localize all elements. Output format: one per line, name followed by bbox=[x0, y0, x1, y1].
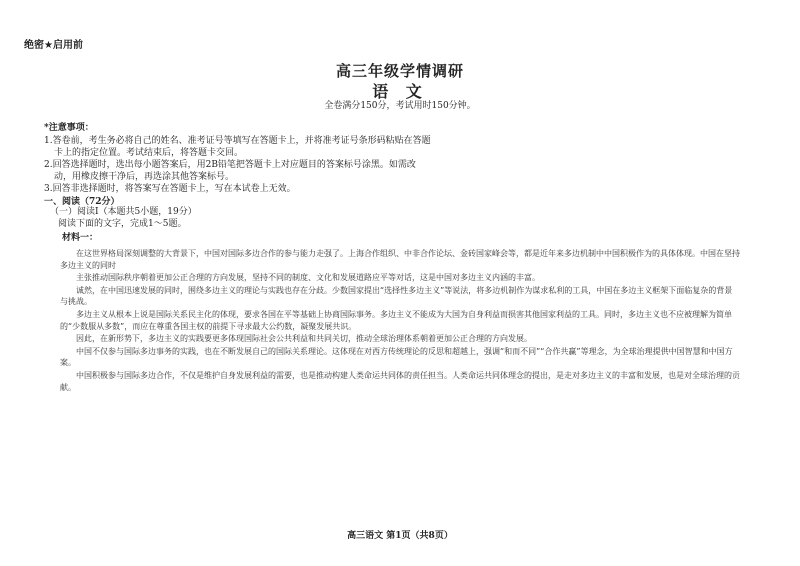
subject-title: 语 文 bbox=[372, 82, 428, 101]
passage-paragraph: 中国不仅参与国际多边事务的实践，也在不断发展自己的国际关系理论。这体现在对西方传统理论的反思和超越上，强调“和而不同”“合作共赢”等理念，为全球治理提供中国智慧和中国方案。 bbox=[60, 346, 733, 368]
passage-paragraph: 多边主义从根本上说是国际关系民主化的体现，要求各国在平等基础上协商国际事务。多边主义不能成为大国为自身利益而损害其他国家利益的工具。同时，多边主义也不应被理解为简单的“少数服从多数”，而应在尊重各国主权的前提下寻求最大公约数，凝聚发展共识。 bbox=[60, 309, 732, 331]
notice-heading: *注意事项： bbox=[44, 123, 94, 133]
secret-mark: 绝密★启用前 bbox=[24, 40, 83, 51]
exam-title: 高三年级学情调研 bbox=[335, 62, 464, 80]
passage-paragraph: 在这世界格局深刻调整的大背景下，中国对国际多边合作的参与能力走强了。上海合作组织、中非合作论坛、金砖国家峰会等，都是近年来多边机制中中国积极作为的具体体现。中国在坚持多边主义的同时 bbox=[60, 249, 740, 270]
passage-paragraph: 因此，在新形势下，多边主义的实践要更多体现国际社会公共利益和共同关切，推动全球治理体系朝着更加公正合理的方向发展。 bbox=[76, 334, 532, 344]
notice-item-3: 3.回答非选择题时，将答案写在答题卡上，写在本试卷上无效。 bbox=[44, 184, 296, 194]
notice-item-2: 2.回答选择题时，选出每小题答案后，用2B铅笔把答题卡上对应题目的答案标号涂黑。如需改 bbox=[44, 160, 416, 170]
page-footer: 高三语文 第1页（共8页） bbox=[347, 531, 453, 541]
notice-item-1-cont: 卡上的指定位置。考试结束后，将答题卡交回。 bbox=[54, 148, 244, 158]
section-reading: 一、阅读（72分） bbox=[44, 197, 120, 207]
score-note: 全卷满分150分，考试用时150分钟。 bbox=[324, 101, 476, 111]
passage-paragraph: 主张推动国际秩序朝着更加公正合理的方向发展，坚持不同的制度、文化和发展道路应平等对话，这是中国对多边主义内涵的丰富。 bbox=[76, 273, 540, 283]
material-label: 材料一： bbox=[62, 233, 99, 243]
reading-instruction: 阅读下面的文字，完成1～5题。 bbox=[58, 219, 187, 229]
passage-paragraph: 诚然，在中国迅速发展的同时，围绕多边主义的理论与实践也存在分歧。少数国家提出“选择性多边主义”等说法，将多边机制作为谋求私利的工具，中国在多边主义框架下面临复杂的背景与挑战。 bbox=[60, 285, 733, 307]
passage-paragraph: 中国积极参与国际多边合作，不仅是维护自身发展利益的需要，也是推动构建人类命运共同体的责任担当。人类命运共同体理念的提出，是走对多边主义的丰富和发展，也是对全球治理的贡献。 bbox=[60, 370, 740, 392]
notice-item-2-cont: 动，用橡皮擦干净后，再选涂其他答案标号。 bbox=[54, 172, 235, 182]
passage bbox=[60, 248, 740, 394]
notice-item-1: 1.答卷前，考生务必将自己的姓名、准考证号等填写在答题卡上，并将准考证号条形码粘贴在答题 bbox=[44, 136, 431, 146]
reading-part: （一）阅读Ⅰ（本题共5小题，19分） bbox=[50, 207, 197, 217]
